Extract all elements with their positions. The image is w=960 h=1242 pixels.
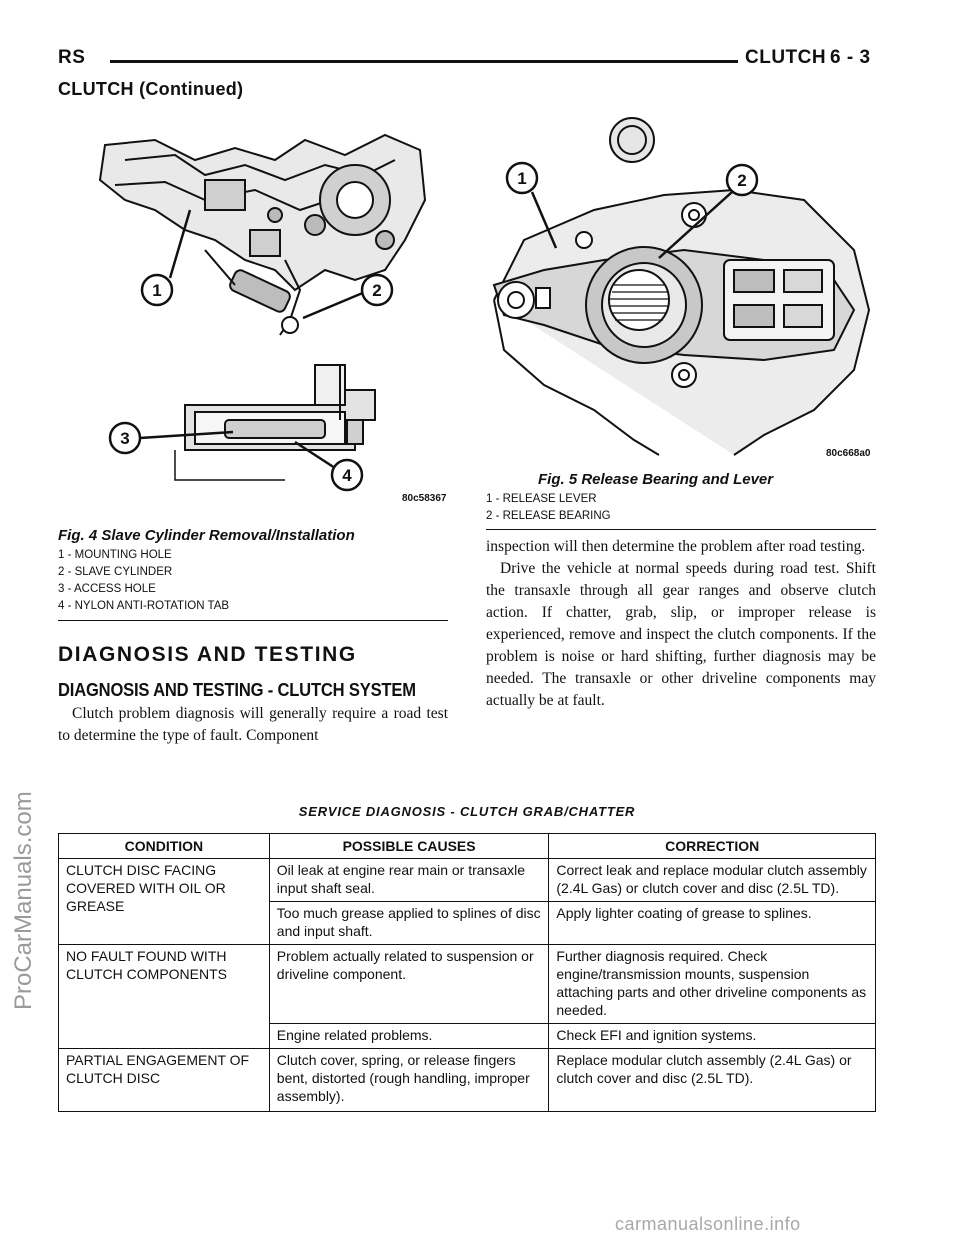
condition-cell: CLUTCH DISC FACING COVERED WITH OIL OR GREASE [59,859,270,945]
figure-5-illustration [484,110,876,460]
callout-1-label: 1 [152,281,162,300]
figure-5-legend [486,491,876,525]
figure-4-title: Fig. 4 Slave Cylinder Removal/Installation [58,527,355,544]
release-bearing-drawing [484,110,876,460]
cause-cell: Clutch cover, spring, or release fingers bent, distorted (rough handling, improper assembly). [269,1049,549,1112]
cause-cell: Engine related problems. [269,1024,549,1049]
figure-5-rule [486,529,876,530]
paragraph-text: Drive the vehicle at normal speeds during road test. Shift the transaxle through all gear ranges and observe clutch action. If chatter, grab, slip, or improper release is experienced, remove and inspect the clutch components. If the problem is noise or hard shifting, further diagnosis may be needed. The transaxle or other driveline components may actually be at fault. [486,560,876,709]
figure-5-legend-item: 2 - RELEASE BEARING [486,510,611,522]
cause-cell: Problem actually related to suspension or driveline component. [269,945,549,1024]
paragraph-continuation: inspection will then determine the problem after road testing. [486,538,866,555]
callout-4-label: 4 [342,466,352,485]
correction-cell: Replace modular clutch assembly (2.4L Gas) or clutch cover and disc (2.5L TD). [549,1049,876,1112]
header-left: RS [58,47,86,68]
figure-5-code: 80c668a0 [826,448,871,459]
column-header-condition: CONDITION [59,834,270,859]
figure-5-title: Fig. 5 Release Bearing and Lever [538,471,774,488]
left-column-paragraph [58,703,448,747]
figure-4-code: 80c58367 [402,493,447,504]
condition-cell: PARTIAL ENGAGEMENT OF CLUTCH DISC [59,1049,270,1112]
paragraph-text: Clutch problem diagnosis will generally require a road test to determine the type of fault. Component [58,705,448,744]
cause-cell: Too much grease applied to splines of disc and input shaft. [269,902,549,945]
header-rule [110,60,738,63]
correction-cell: Apply lighter coating of grease to splines. [549,902,876,945]
figure-4-rule [58,620,448,621]
right-column-text [486,536,876,712]
header-section: CLUTCH [745,47,827,68]
table-row [59,1049,876,1112]
slave-cylinder-drawing [85,120,455,510]
section-heading: DIAGNOSIS AND TESTING [58,643,357,666]
figure-4-legend-item: 4 - NYLON ANTI-ROTATION TAB [58,600,230,612]
callout-2-label: 2 [372,281,382,300]
table-header-row [59,834,876,859]
cause-cell: Oil leak at engine rear main or transaxle input shaft seal. [269,859,549,902]
callout-3-label: 3 [120,429,130,448]
figure-5-legend-item: 1 - RELEASE LEVER [486,493,597,505]
figure-4-illustration [85,120,455,510]
diagnosis-table [58,833,876,1112]
callout-2-label: 2 [737,171,747,190]
correction-cell: Check EFI and ignition systems. [549,1024,876,1049]
figure-4-legend-item: 3 - ACCESS HOLE [58,583,156,595]
continued-title: CLUTCH (Continued) [58,79,244,99]
correction-cell: Further diagnosis required. Check engine/transmission mounts, suspension attaching parts and other driveline components as needed. [549,945,876,1024]
correction-cell: Correct leak and replace modular clutch assembly (2.4L Gas) or clutch cover and disc (2.5L TD). [549,859,876,902]
side-watermark: ProCarManuals.com [10,791,37,1010]
figure-4-legend [58,547,448,615]
header-page-number: 6 - 3 [830,47,871,68]
table-row [59,945,876,1024]
column-header-causes: POSSIBLE CAUSES [269,834,549,859]
table-row [59,859,876,902]
column-header-correction: CORRECTION [549,834,876,859]
figure-4-legend-item: 2 - SLAVE CYLINDER [58,566,173,578]
footer-watermark: carmanualsonline.info [615,1214,801,1234]
subsection-heading: DIAGNOSIS AND TESTING - CLUTCH SYSTEM [58,680,416,700]
figure-4-legend-item: 1 - MOUNTING HOLE [58,549,172,561]
callout-1-label: 1 [517,169,527,188]
condition-cell: NO FAULT FOUND WITH CLUTCH COMPONENTS [59,945,270,1049]
table-title: SERVICE DIAGNOSIS - CLUTCH GRAB/CHATTER [298,804,636,819]
